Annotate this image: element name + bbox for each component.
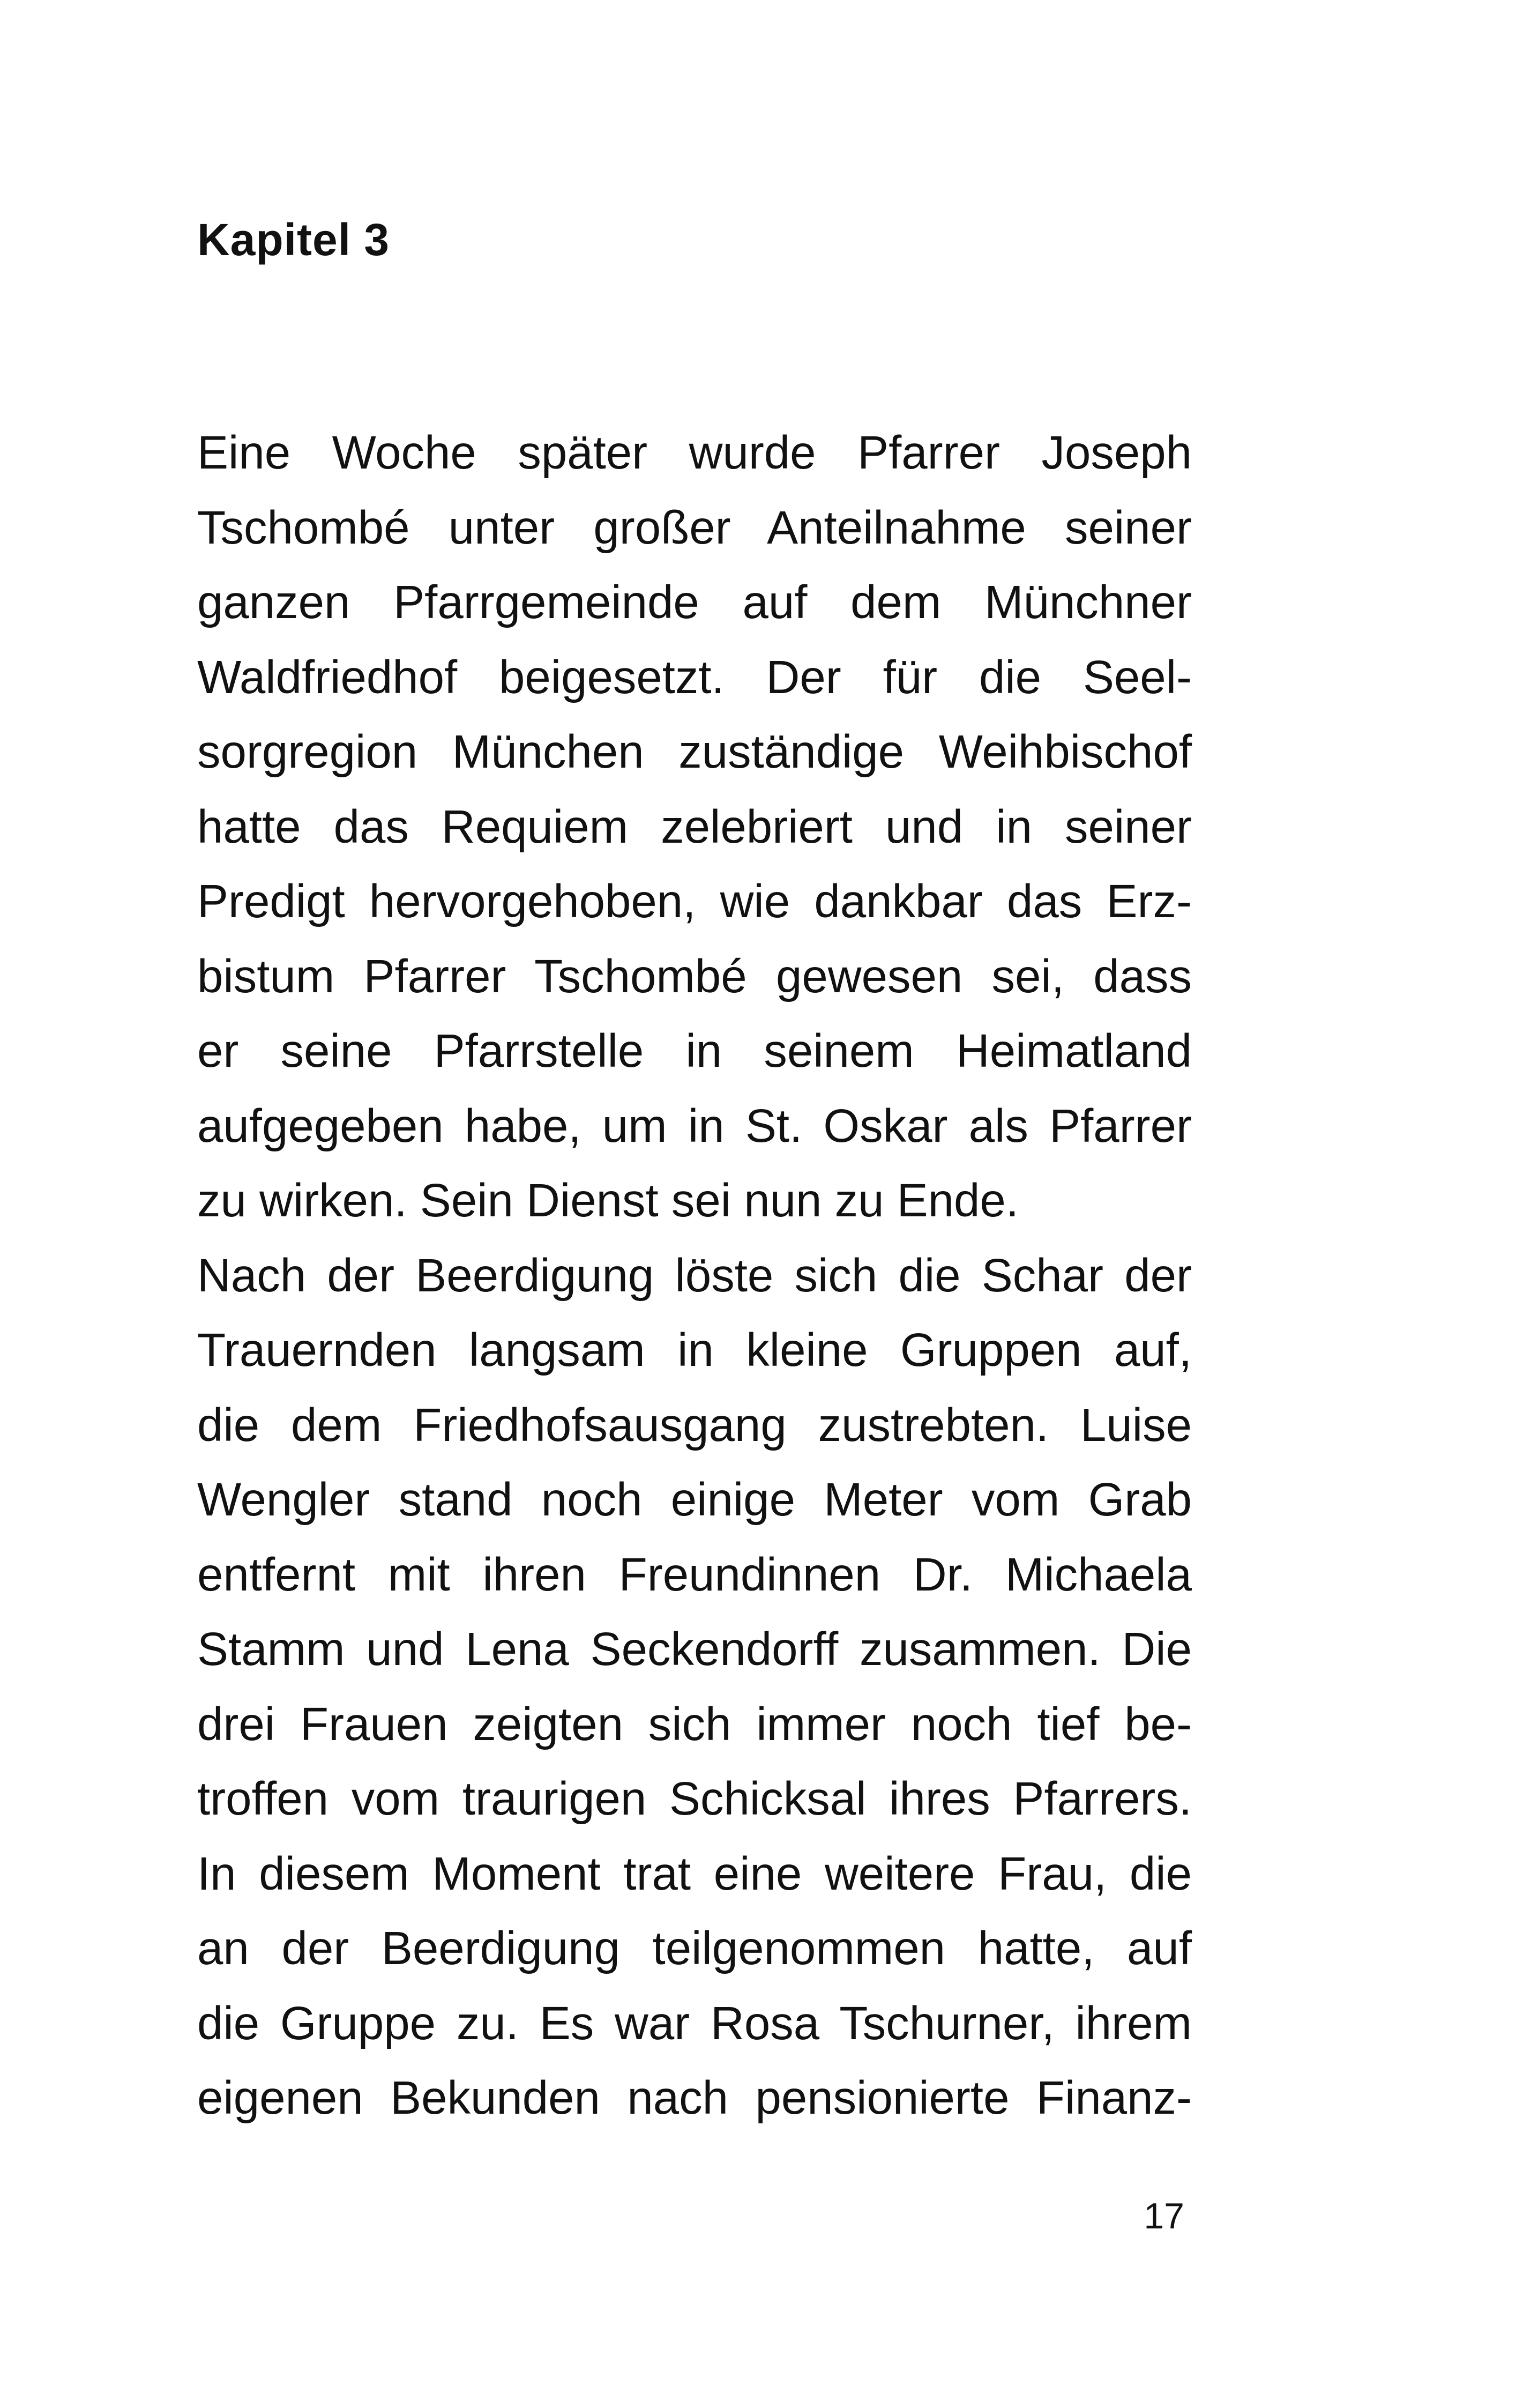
body-line: ganzen Pfarrgemeinde auf dem Münchner [197, 576, 1192, 628]
body-line: Stamm und Lena Seckendorff zusammen. Die [197, 1623, 1192, 1675]
body-line: Wengler stand noch einige Meter vom Grab [197, 1474, 1192, 1526]
body-line: Tschombé unter großer Anteilnahme seiner [197, 501, 1192, 554]
body-line: entfernt mit ihren Freundinnen Dr. Michaela [197, 1548, 1192, 1601]
body-line: hatte das Requiem zelebriert und in seiner [197, 800, 1192, 853]
page-number: 17 [1144, 2196, 1184, 2236]
body-line-paragraph-end: zu wirken. Sein Dienst sei nun zu Ende. [197, 1175, 1019, 1227]
body-line: eigenen Bekunden nach pensionierte Finanz- [197, 2072, 1192, 2124]
body-line: Trauernden langsam in kleine Gruppen auf, [197, 1324, 1192, 1376]
body-line: troffen vom traurigen Schicksal ihres Pfarrers. [197, 1773, 1192, 1825]
body-line: drei Frauen zeigten sich immer noch tief be- [197, 1698, 1192, 1750]
body-line: er seine Pfarrstelle in seinem Heimatland [197, 1025, 1192, 1077]
body-line: Eine Woche später wurde Pfarrer Joseph [197, 427, 1192, 479]
body-line: aufgegeben habe, um in St. Oskar als Pfarrer [197, 1099, 1192, 1152]
body-line: Predigt hervorgehoben, wie dankbar das Erz- [197, 875, 1192, 927]
body-line: In diesem Moment trat eine weitere Frau, die [197, 1847, 1192, 1900]
body-line: an der Beerdigung teilgenommen hatte, auf [197, 1922, 1192, 1974]
chapter-title: Kapitel 3 [197, 214, 390, 265]
body-line: die dem Friedhofsausgang zustrebten. Luise [197, 1399, 1192, 1451]
chapter-body-text [197, 415, 1192, 2136]
body-line: die Gruppe zu. Es war Rosa Tschurner, ihrem [197, 1997, 1192, 2049]
body-line: bistum Pfarrer Tschombé gewesen sei, dass [197, 950, 1192, 1002]
body-line: sorgregion München zuständige Weihbischof [197, 726, 1192, 778]
body-line: Waldfriedhof beigesetzt. Der für die Seel- [197, 651, 1192, 703]
body-line: Nach der Beerdigung löste sich die Schar der [197, 1249, 1192, 1302]
